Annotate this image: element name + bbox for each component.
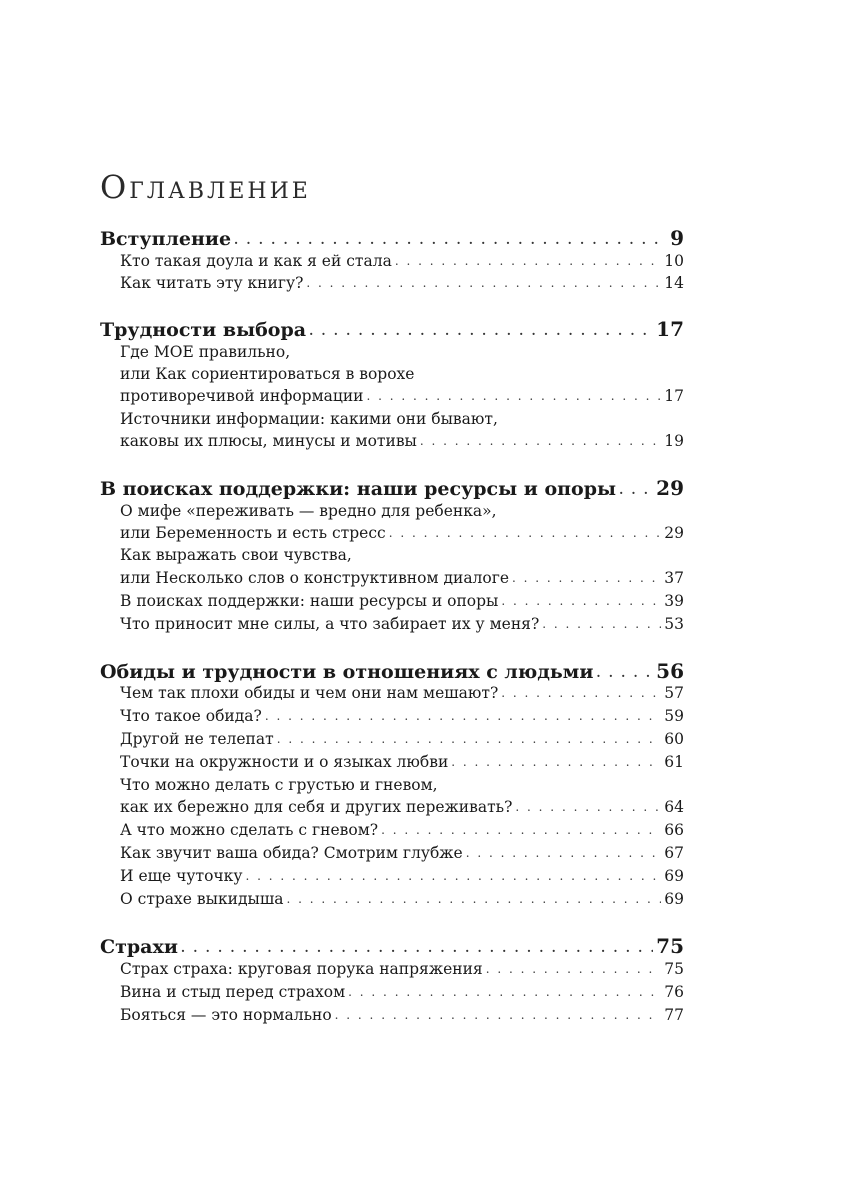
toc-entry[interactable] xyxy=(120,274,684,292)
page-number: 56 xyxy=(656,659,684,683)
entry-title: противоречивой информации xyxy=(120,387,364,405)
entry-title: Страх страха: круговая порука напряжения xyxy=(120,960,483,978)
entry-title: Бояться — это нормально xyxy=(120,1006,332,1024)
dot-leader xyxy=(395,254,661,268)
toc-entry[interactable] xyxy=(120,569,684,587)
toc-chapter-4[interactable] xyxy=(100,659,684,683)
toc-entry[interactable] xyxy=(120,524,684,542)
dot-leader xyxy=(309,324,653,338)
toc-chapter-3[interactable] xyxy=(100,476,684,500)
dot-leader xyxy=(287,892,662,906)
entry-line: Что можно делать с грустью и гневом, xyxy=(120,776,438,794)
toc-chapter-5[interactable] xyxy=(100,934,684,958)
entry-title: Чем так плохи обиды и чем они нам мешают? xyxy=(120,684,499,702)
page-number: 53 xyxy=(664,615,684,633)
toc-chapter-1[interactable] xyxy=(100,226,684,250)
page-number: 59 xyxy=(664,707,684,725)
entry-title: В поисках поддержки: наши ресурсы и опоры xyxy=(120,592,499,610)
page-number: 69 xyxy=(664,867,684,885)
entry-title: или Беременность и есть стресс xyxy=(120,524,386,542)
entry-title: А что можно сделать с гневом? xyxy=(120,821,379,839)
toc-entry[interactable] xyxy=(120,707,684,725)
chapter-title: Страхи xyxy=(100,936,178,958)
page-number: 10 xyxy=(664,252,684,270)
dot-leader xyxy=(420,434,661,448)
dot-leader xyxy=(181,941,653,955)
entry-title: Точки на окружности и о языках любви xyxy=(120,753,449,771)
page-number: 17 xyxy=(664,387,684,405)
toc-entry[interactable] xyxy=(120,252,684,270)
entry-line: О мифе «переживать — вредно для ребенка», xyxy=(120,502,497,520)
page-number: 66 xyxy=(664,821,684,839)
toc-entry[interactable] xyxy=(120,730,684,748)
dot-leader xyxy=(486,962,662,976)
toc-entry[interactable] xyxy=(120,684,684,702)
page-number: 14 xyxy=(664,274,684,292)
toc-entry[interactable] xyxy=(120,867,684,885)
dot-leader xyxy=(306,276,661,290)
entry-line: Как выражать свои чувства, xyxy=(120,546,352,564)
dot-leader xyxy=(335,1008,662,1022)
entry-title: Что такое обида? xyxy=(120,707,262,725)
page-number: 29 xyxy=(664,524,684,542)
toc-entry[interactable] xyxy=(120,821,684,839)
page-number: 17 xyxy=(656,317,684,341)
entry-title: Другой не телепат xyxy=(120,730,274,748)
page-number: 67 xyxy=(664,844,684,862)
entry-line: Где МОЕ правильно, xyxy=(120,343,291,361)
dot-leader xyxy=(348,985,661,999)
toc-entry[interactable] xyxy=(120,432,684,450)
dot-leader xyxy=(381,823,661,837)
page-title: Оглавление xyxy=(100,168,311,206)
entry-title: или Несколько слов о конструктивном диалоге xyxy=(120,569,510,587)
page-number: 75 xyxy=(664,960,684,978)
page-number: 76 xyxy=(664,983,684,1001)
page-number: 69 xyxy=(664,890,684,908)
chapter-title: В поисках поддержки: наши ресурсы и опоры xyxy=(100,478,617,500)
toc-entry[interactable] xyxy=(120,592,684,610)
page-number: 9 xyxy=(670,226,684,250)
entry-line: или Как сориентироваться в ворохе xyxy=(120,365,415,383)
dot-leader xyxy=(501,594,661,608)
chapter-title: Трудности выбора xyxy=(100,319,307,341)
page-number: 39 xyxy=(664,592,684,610)
dot-leader xyxy=(245,869,661,883)
toc-entry[interactable] xyxy=(120,890,684,908)
dot-leader xyxy=(515,800,661,814)
page-number: 37 xyxy=(664,569,684,587)
toc-entry[interactable] xyxy=(120,960,684,978)
chapter-title: Вступление xyxy=(100,228,232,250)
entry-title: Как читать эту книгу? xyxy=(120,274,304,292)
toc-entry[interactable] xyxy=(120,753,684,771)
toc-entry[interactable] xyxy=(120,844,684,862)
entry-title: Кто такая доула и как я ей стала xyxy=(120,252,392,270)
entry-title: как их бережно для себя и других переживать? xyxy=(120,798,513,816)
entry-title: каковы их плюсы, минусы и мотивы xyxy=(120,432,417,450)
page-number: 61 xyxy=(664,753,684,771)
page-number: 75 xyxy=(656,934,684,958)
toc-entry[interactable] xyxy=(120,615,684,633)
entry-title: Как звучит ваша обида? Смотрим глубже xyxy=(120,844,463,862)
entry-title: И еще чуточку xyxy=(120,867,243,885)
dot-leader xyxy=(451,755,661,769)
toc-entry[interactable] xyxy=(120,387,684,405)
page-number: 19 xyxy=(664,432,684,450)
entry-title: О страхе выкидыша xyxy=(120,890,284,908)
dot-leader xyxy=(596,666,653,680)
entry-title: Вина и стыд перед страхом xyxy=(120,983,346,1001)
dot-leader xyxy=(619,483,653,497)
page-number: 64 xyxy=(664,798,684,816)
toc-entry[interactable] xyxy=(120,983,684,1001)
dot-leader xyxy=(466,846,662,860)
page-number: 29 xyxy=(656,476,684,500)
dot-leader xyxy=(277,732,662,746)
toc-entry[interactable] xyxy=(120,798,684,816)
entry-title: Что приносит мне силы, а что забирает их у меня? xyxy=(120,615,540,633)
dot-leader xyxy=(389,526,662,540)
dot-leader xyxy=(265,709,661,723)
dot-leader xyxy=(542,617,661,631)
chapter-title: Обиды и трудности в отношениях с людьми xyxy=(100,661,594,683)
dot-leader xyxy=(367,389,662,403)
entry-line: Источники информации: какими они бывают, xyxy=(120,410,498,428)
page-number: 77 xyxy=(664,1006,684,1024)
toc-entry[interactable] xyxy=(120,1006,684,1024)
dot-leader xyxy=(512,571,661,585)
toc-chapter-2[interactable] xyxy=(100,317,684,341)
dot-leader xyxy=(234,233,667,247)
dot-leader xyxy=(501,686,661,700)
page-number: 57 xyxy=(664,684,684,702)
page-number: 60 xyxy=(664,730,684,748)
